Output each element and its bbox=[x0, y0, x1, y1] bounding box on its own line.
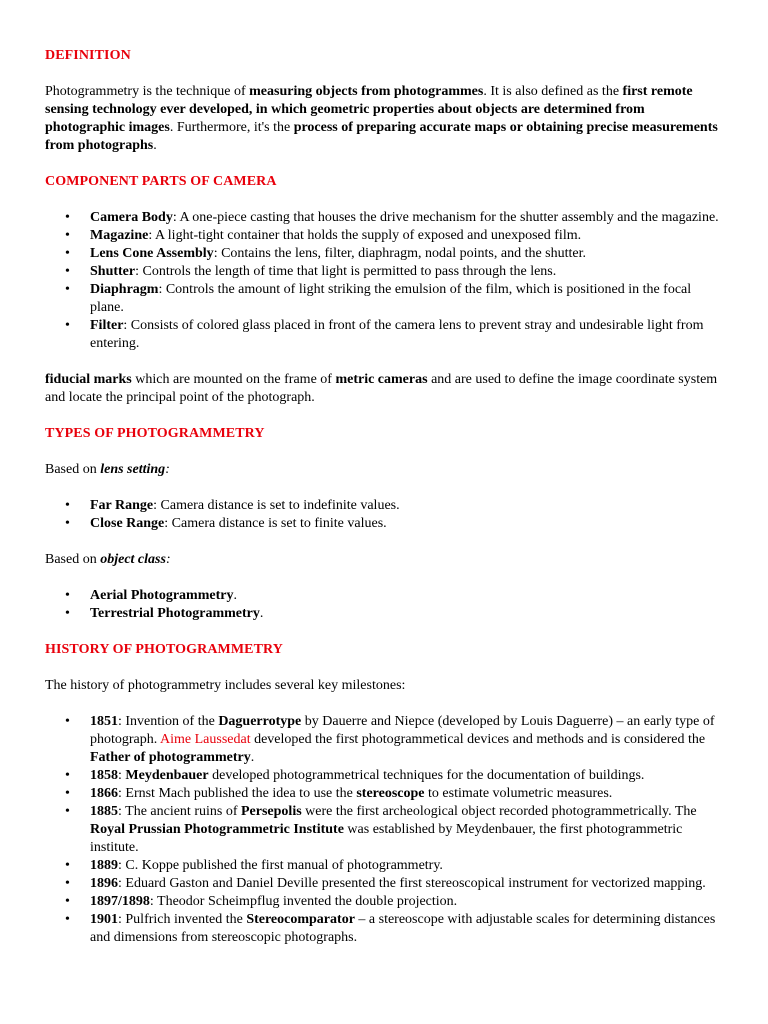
text-run: Based on bbox=[45, 462, 101, 477]
text-run: Photogrammetry is the technique of bbox=[45, 84, 250, 99]
history-list bbox=[45, 713, 728, 947]
text-run: by Dauerre and Niepce (developed by Louis Daguerre) – an early type of photograph. bbox=[90, 714, 715, 747]
history-intro: The history of photogrammetry includes several key milestones: bbox=[45, 678, 406, 693]
list-item bbox=[90, 605, 728, 623]
item-text: : Camera distance is set to finite values. bbox=[164, 516, 387, 531]
text-run: which are mounted on the frame of bbox=[131, 372, 336, 387]
bold-run: first remote sensing technology ever developed, in which geometric properties about objects are determined from photographic images bbox=[45, 84, 693, 135]
bold-run: measuring objects from photogrammes bbox=[249, 84, 484, 99]
item-text: . bbox=[259, 606, 264, 621]
text-run: : bbox=[165, 552, 171, 567]
text-run: and are used to define the image coordinate system and locate the principal point of the photograph. bbox=[45, 372, 718, 405]
camera-heading: COMPONENT PARTS OF CAMERA bbox=[45, 174, 277, 189]
item-term: Close Range bbox=[90, 516, 165, 531]
text-run: to estimate volumetric measures. bbox=[424, 786, 613, 801]
list-item bbox=[90, 515, 728, 533]
text-run: : C. Koppe published the first manual of photogrammetry. bbox=[118, 858, 443, 873]
list-item bbox=[90, 875, 728, 893]
definition-heading: DEFINITION bbox=[45, 48, 131, 63]
bold-run: Daguerrotype bbox=[218, 714, 302, 729]
text-run: was established by Meydenbauer, the first photogrammetric institute. bbox=[90, 822, 683, 855]
item-term: Camera Body bbox=[90, 210, 173, 225]
text-run: . bbox=[250, 750, 255, 765]
text-run: developed the first photogrammetical devices and methods and is considered the bbox=[250, 732, 706, 747]
bold-run: Royal Prussian Photogrammetric Institute bbox=[90, 822, 344, 837]
text-run: – a stereoscope with adjustable scales for determining distances and dimensions from stereoscopic photographs. bbox=[90, 912, 716, 945]
bold-run: Persepolis bbox=[241, 804, 302, 819]
text-run: developed photogrammetrical techniques for the documentation of buildings. bbox=[208, 768, 645, 783]
year: 1901 bbox=[90, 912, 118, 927]
bold-run: Father of photogrammetry bbox=[90, 750, 251, 765]
item-text: : Contains the lens, filter, diaphragm, nodal points, and the shutter. bbox=[213, 246, 587, 261]
item-term: Diaphragm bbox=[90, 282, 159, 297]
emphasis-run: lens setting bbox=[100, 462, 166, 477]
text-run: : bbox=[118, 768, 126, 783]
item-term: Aerial Photogrammetry bbox=[90, 588, 234, 603]
bold-run: metric cameras bbox=[335, 372, 428, 387]
list-item bbox=[90, 209, 728, 227]
list-item bbox=[90, 587, 728, 605]
item-term: Magazine bbox=[90, 228, 149, 243]
document-body bbox=[45, 47, 728, 947]
bold-run: stereoscope bbox=[356, 786, 425, 801]
year: 1885 bbox=[90, 804, 118, 819]
item-term: Terrestrial Photogrammetry bbox=[90, 606, 260, 621]
fiducial-paragraph bbox=[45, 371, 728, 407]
bold-run: process of preparing accurate maps or obtaining precise measurements from photographs bbox=[45, 120, 718, 153]
item-text: : A one-piece casting that houses the drive mechanism for the shutter assembly and the magazine. bbox=[172, 210, 719, 225]
year: 1851 bbox=[90, 714, 118, 729]
text-run: : The ancient ruins of bbox=[118, 804, 241, 819]
lens-setting-intro bbox=[45, 461, 728, 479]
object-class-list bbox=[45, 587, 728, 623]
object-class-intro bbox=[45, 551, 728, 569]
item-text: : A light-tight container that holds the supply of exposed and unexposed film. bbox=[148, 228, 582, 243]
item-text: : Controls the amount of light striking the emulsion of the film, which is positioned in the focal plane. bbox=[90, 282, 692, 315]
bold-run: Meydenbauer bbox=[125, 768, 209, 783]
history-heading: HISTORY OF PHOTOGRAMMETRY bbox=[45, 642, 283, 657]
list-item bbox=[90, 857, 728, 875]
year: 1896 bbox=[90, 876, 118, 891]
list-item bbox=[90, 713, 728, 767]
text-run: : bbox=[165, 462, 170, 477]
types-heading: TYPES OF PHOTOGRAMMETRY bbox=[45, 426, 265, 441]
highlight-run: Aime Laussedat bbox=[160, 732, 251, 747]
camera-parts-list bbox=[45, 209, 728, 353]
list-item bbox=[90, 227, 728, 245]
year: 1897/1898 bbox=[90, 894, 150, 909]
text-run: : Eduard Gaston and Daniel Deville presented the first stereoscopical instrument for vectorized mapping. bbox=[118, 876, 706, 891]
list-item bbox=[90, 911, 728, 947]
list-item bbox=[90, 263, 728, 281]
bold-run: fiducial marks bbox=[45, 372, 132, 387]
list-item bbox=[90, 893, 728, 911]
item-text: : Consists of colored glass placed in front of the camera lens to prevent stray and undesirable light from entering. bbox=[90, 318, 704, 351]
item-term: Filter bbox=[90, 318, 124, 333]
text-run: : Invention of the bbox=[118, 714, 219, 729]
text-run: : Pulfrich invented the bbox=[118, 912, 247, 927]
bold-run: Stereocomparator bbox=[246, 912, 355, 927]
list-item bbox=[90, 767, 728, 785]
item-term: Far Range bbox=[90, 498, 154, 513]
text-run: : Ernst Mach published the idea to use the bbox=[118, 786, 357, 801]
list-item bbox=[90, 245, 728, 263]
item-term: Lens Cone Assembly bbox=[90, 246, 214, 261]
item-text: . bbox=[233, 588, 237, 603]
year: 1858 bbox=[90, 768, 118, 783]
text-run: were the first archeological object recorded photogrammetrically. The bbox=[301, 804, 697, 819]
year: 1866 bbox=[90, 786, 118, 801]
lens-setting-list bbox=[45, 497, 728, 533]
text-run: . It is also defined as the bbox=[483, 84, 623, 99]
text-run: Based on bbox=[45, 552, 101, 567]
item-text: : Camera distance is set to indefinite values. bbox=[153, 498, 400, 513]
list-item bbox=[90, 785, 728, 803]
text-run: . Furthermore, it's the bbox=[169, 120, 294, 135]
list-item bbox=[90, 497, 728, 515]
item-term: Shutter bbox=[90, 264, 136, 279]
text-run: : Theodor Scheimpflug invented the double projection. bbox=[149, 894, 458, 909]
list-item bbox=[90, 281, 728, 317]
definition-paragraph bbox=[45, 83, 728, 155]
text-run: . bbox=[153, 138, 157, 153]
list-item bbox=[90, 317, 728, 353]
emphasis-run: object class bbox=[100, 552, 166, 567]
year: 1889 bbox=[90, 858, 118, 873]
item-text: : Controls the length of time that light is permitted to pass through the lens. bbox=[135, 264, 557, 279]
list-item bbox=[90, 803, 728, 857]
